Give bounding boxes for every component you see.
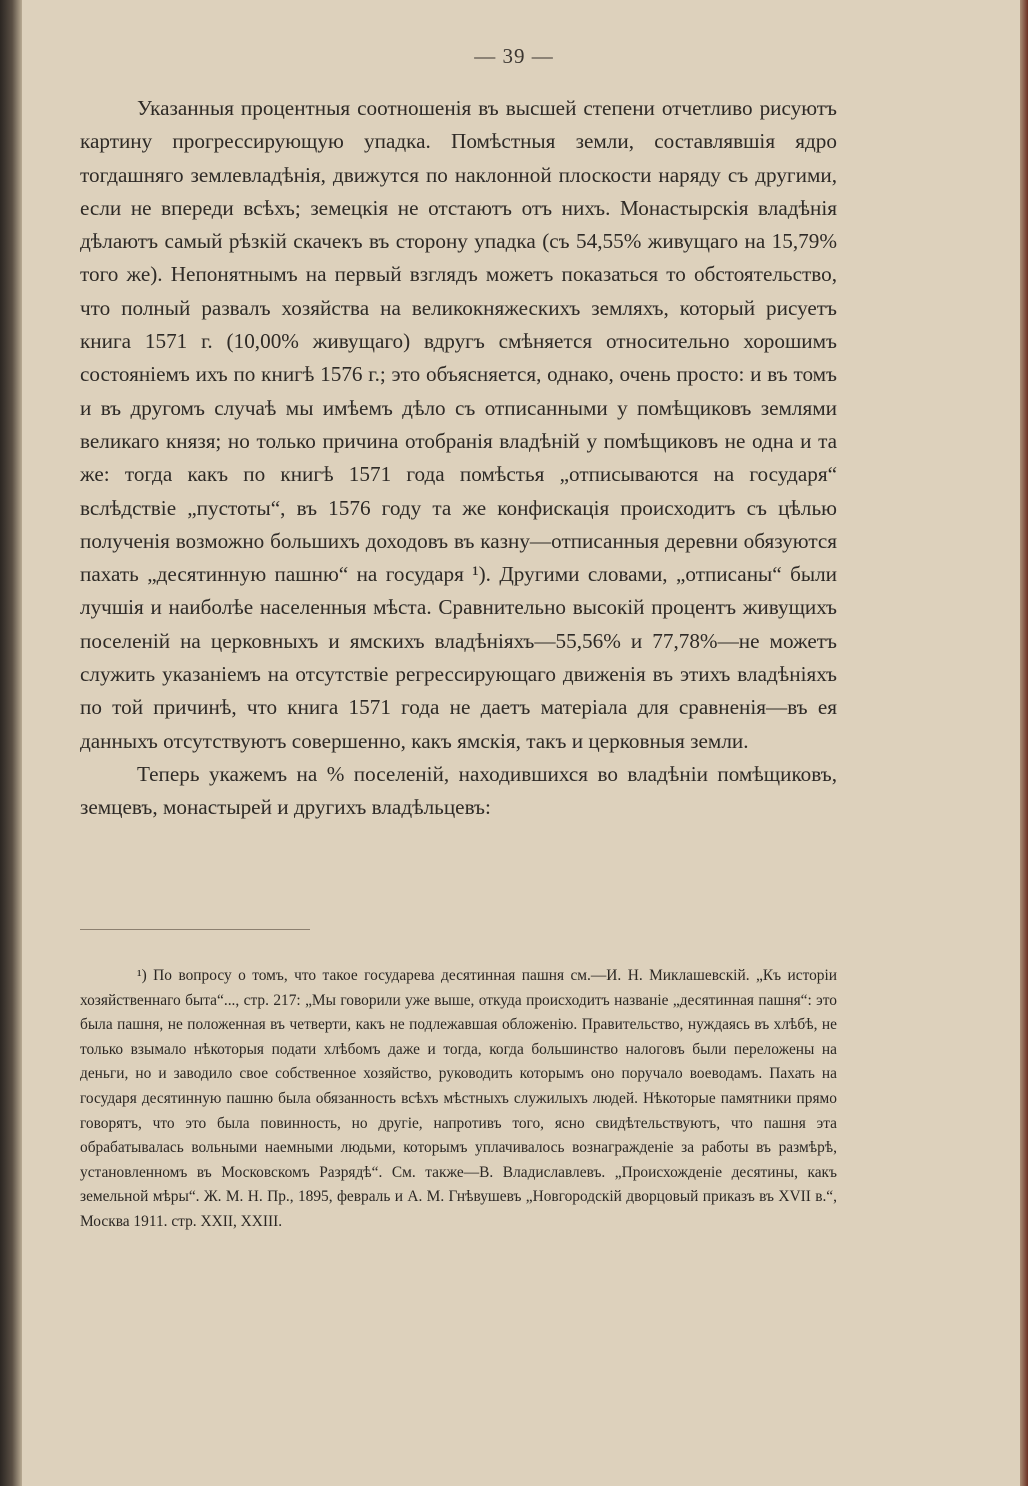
footnote-text: ¹) По вопросу о томъ, что такое государева десятинная пашня см.—И. Н. Миклашевскій. „Къ исторіи хозяйственнаго быта“..., стр. 217: „Мы говорили уже выше, откуда происходитъ названіе „десятинная пашня“: это была пашня, не положенная въ четверти, какъ не подлежавшая обложенію. Правительство, нуждаясь въ хлѣбѣ, не только взымало нѣкоторыя подати хлѣбомъ даже и тогда, когда большинство налоговъ были переложены на деньги, но и заводило свое собственное хозяйство, руководить которымъ оно поручало воеводамъ. Пахать на государя десятинную пашню была обязанность всѣхъ мѣстныхъ служилыхъ людей. Нѣкоторые памятники прямо говорятъ, что это была повинность, но другіе, напротивъ того, ясно свидѣтельствуютъ, что пашня эта обрабатывалась вольными наемными людьми, которымъ уплачивалось вознагражденіе за работы въ размѣрѣ, установленномъ въ Московскомъ Разрядѣ“. См. также—В. Владиславлевъ. „Происхожденіе десятины, какъ земельной мѣры“. Ж. М. Н. Пр., 1895, февраль и А. М. Гнѣвушевъ „Новгородскій дворцовый приказъ въ XVII в.“, Москва 1911. стр. XXII, XXIII. [80,967,837,1230]
page-right-edge [1020,0,1028,1486]
footnote-divider [80,929,310,930]
footnote [80,964,837,1235]
page-number: — 39 — [474,44,554,68]
page-binding-edge [0,0,22,1486]
main-text [80,92,837,825]
paragraph-2: Теперь укажемъ на % поселеній, находившихся во владѣніи помѣщиковъ, земцевъ, монастырей и другихъ владѣльцевъ: [80,761,837,820]
paragraph-1: Указанныя процентныя соотношенія въ высшей степени отчетливо рисуютъ картину прогрессирующую упадка. Помѣстныя земли, составлявшія ядро тогдашняго землевладѣнія, движутся по наклонной плоскости наряду съ другими, если не впереди всѣхъ; земецкія не отстаютъ отъ нихъ. Монастырскія владѣнія дѣлаютъ самый рѣзкій скачекъ въ сторону упадка (съ 54,55% живущаго на 15,79% того же). Непонятнымъ на первый взглядъ можетъ показаться то обстоятельство, что полный развалъ хозяйства на великокняжескихъ земляхъ, который рисуетъ книга 1571 г. (10,00% живущаго) вдругъ смѣняется относительно хорошимъ состояніемъ ихъ по книгѣ 1576 г.; это объясняется, однако, очень просто: и въ томъ и въ другомъ случаѣ мы имѣемъ дѣло съ отписанными у помѣщиковъ землями великаго князя; но только причина отобранія владѣній у помѣщиковъ не одна и та же: тогда какъ по книгѣ 1571 года помѣстья „отписываются на государя“ вслѣдствіе „пустоты“, въ 1576 году та же конфискація происходитъ съ цѣлью полученія возможно большихъ доходовъ въ казну—отписанныя деревни обязуются пахать „десятинную пашню“ на государя ¹). Другими словами, „отписаны“ были лучшія и наиболѣе населенныя мѣста. Сравнительно высокій процентъ живущихъ поселеній на церковныхъ и ямскихъ владѣніяхъ—55,56% и 77,78%—не можетъ служить указаніемъ на отсутствіе регрессирующаго движенія въ этихъ владѣніяхъ по той причинѣ, что книга 1571 года не даетъ матеріала для сравненія—въ ея данныхъ отсутствуютъ совершенно, какъ ямскія, такъ и церковныя земли. [80,96,837,753]
